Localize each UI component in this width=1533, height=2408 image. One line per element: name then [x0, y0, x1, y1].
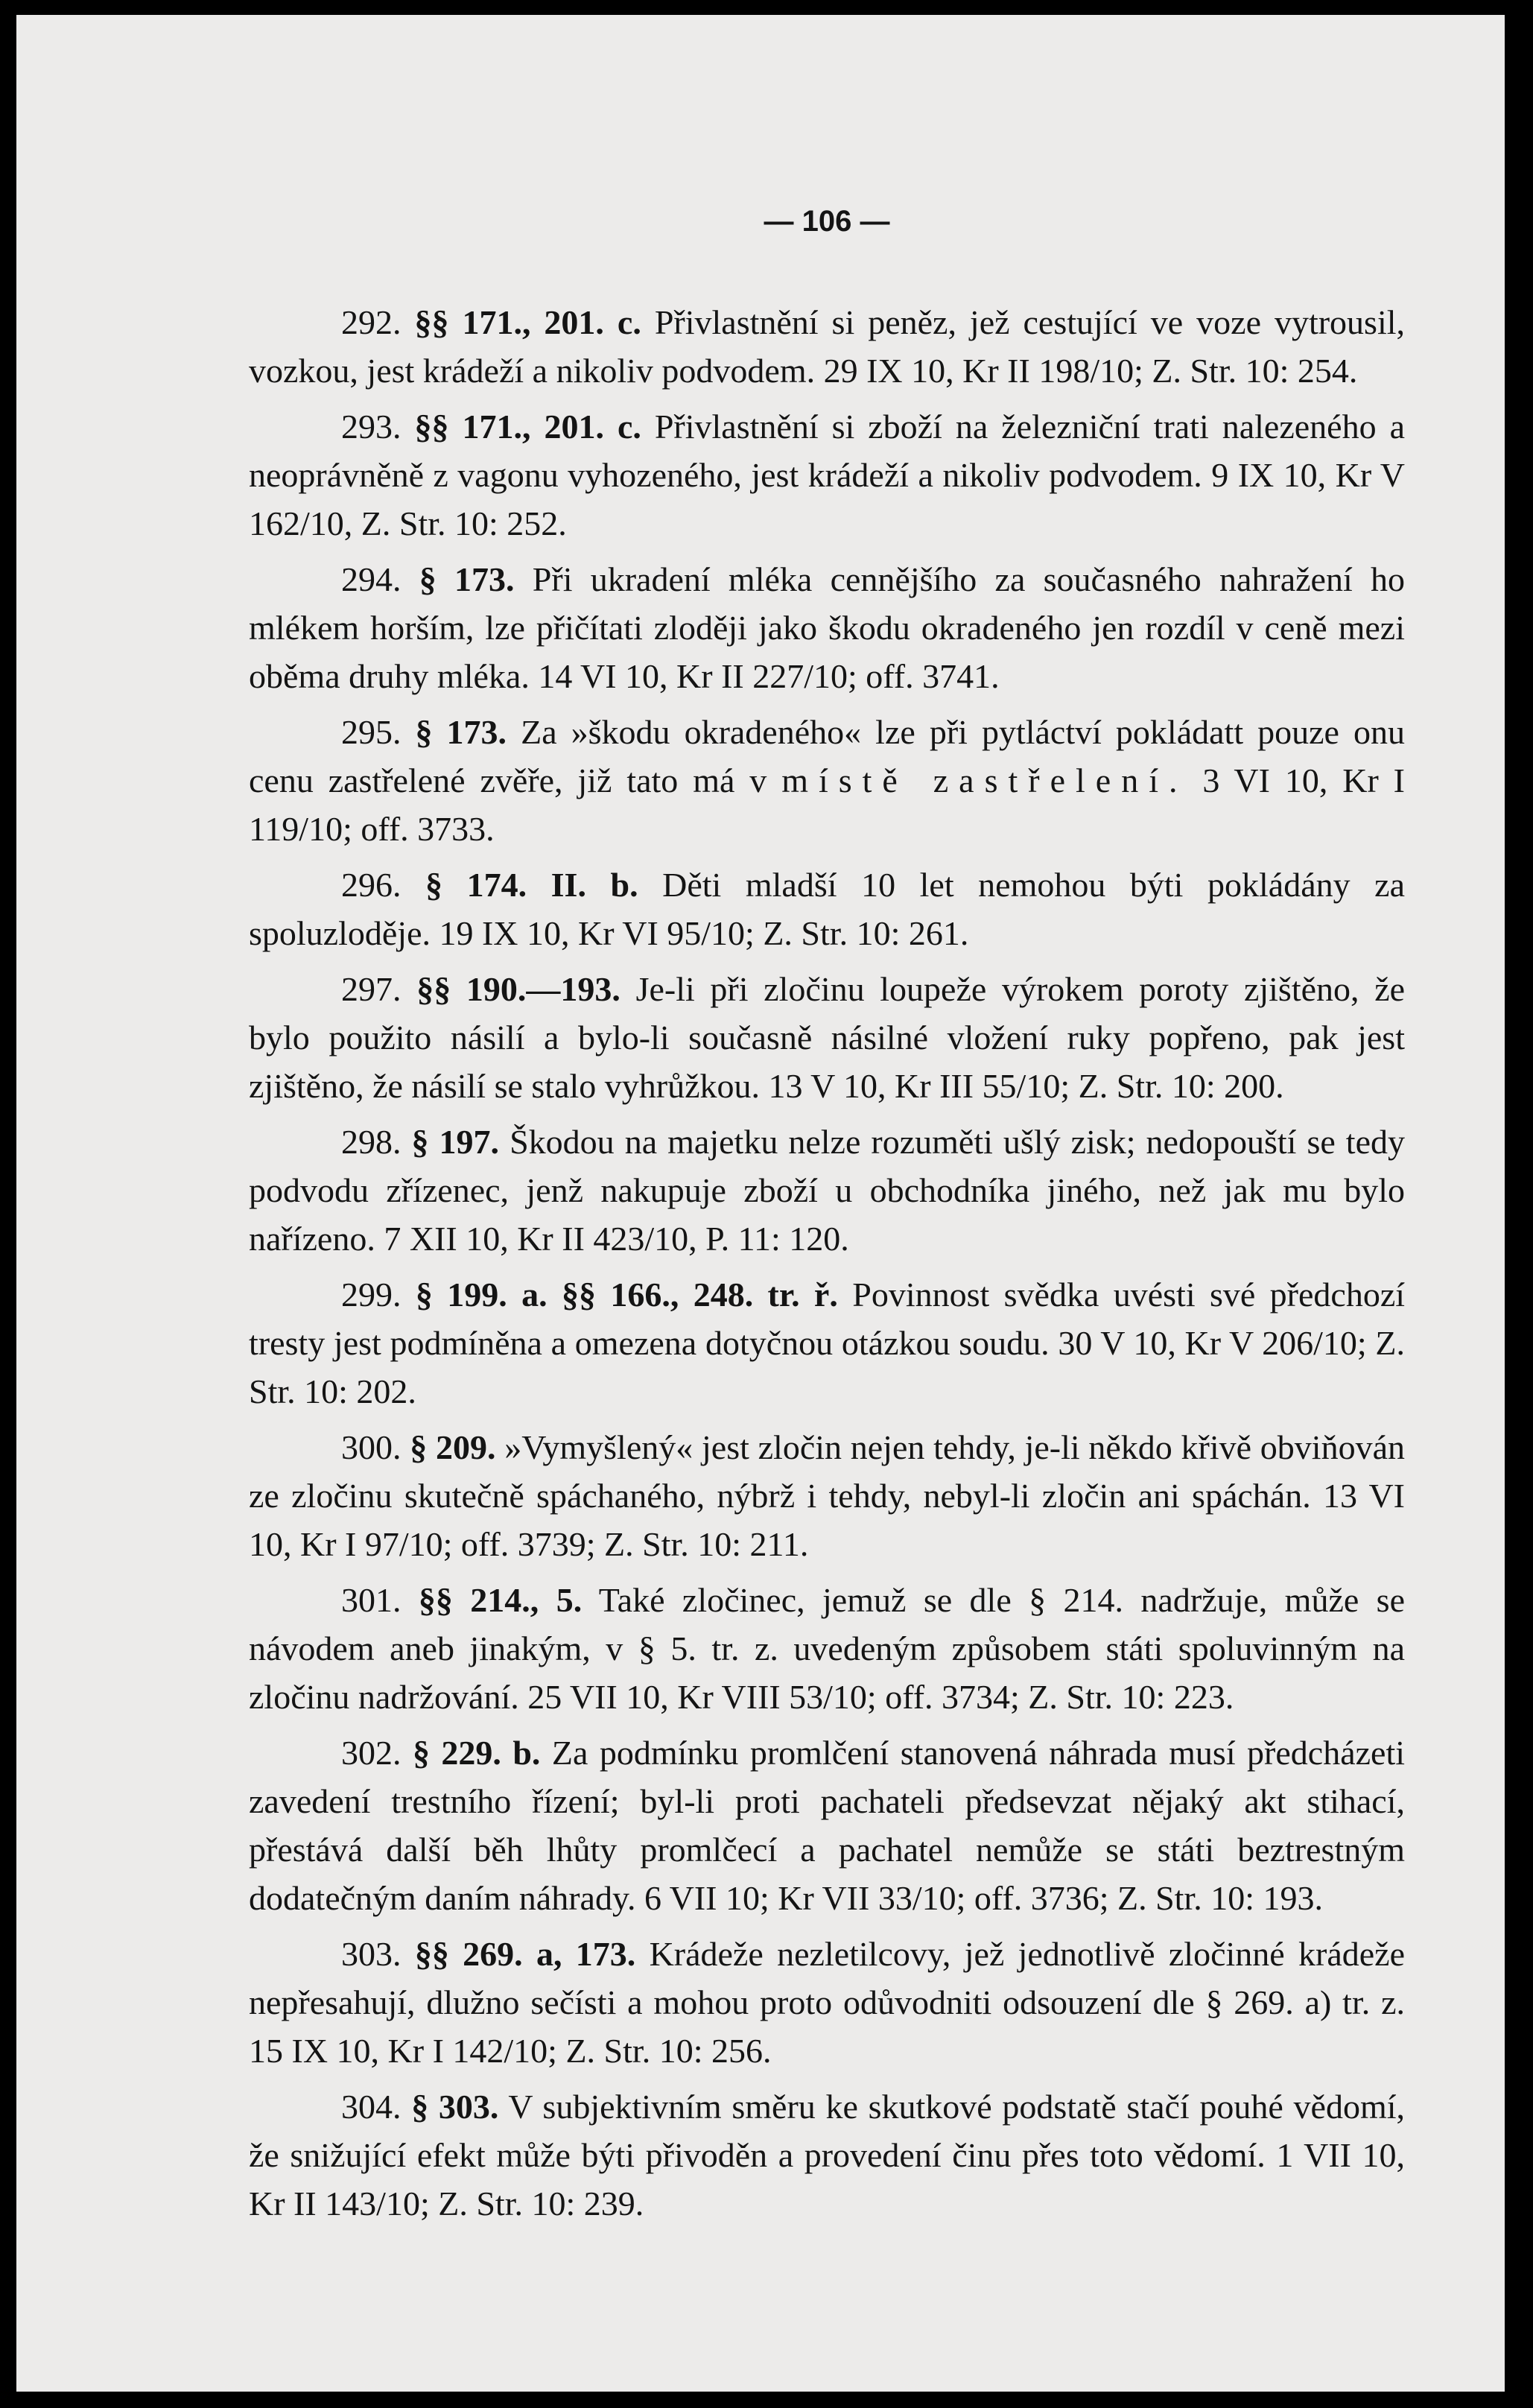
entry-text: Je-li při zločinu loupeže výrokem poroty zjištěno, že bylo použito násilí a bylo-li současně násilné vložení ruky popřeno, pak jest zjištěno, že násilí se stalo vyhrůžkou. 13 V 10, Kr III 55/10; Z. Str. 10: 200.	[249, 970, 1406, 1105]
entry-292	[249, 298, 1405, 395]
entry-number: 302.	[341, 1734, 402, 1772]
entry-303	[249, 1930, 1405, 2075]
entry-text: Povinnost svědka uvésti své předchozí tresty jest podmíněna a omezena dotyčnou otázkou soudu. 30 V 10, Kr V 206/10; Z. Str. 10: 202.	[249, 1276, 1406, 1410]
entry-297	[249, 965, 1405, 1110]
entry-reference: § 229. b.	[412, 1734, 541, 1772]
book-page	[16, 15, 1505, 2392]
entry-number: 298.	[341, 1123, 402, 1161]
entry-number: 299.	[341, 1276, 402, 1314]
entry-number: 292.	[341, 303, 402, 341]
entry-number: 297.	[341, 970, 402, 1008]
entry-text: Za »škodu okradeného« lze při pytláctví pokládatt pouze onu cenu zastřelené zvěře, již tato má v	[249, 713, 1405, 799]
entry-reference: § 173.	[419, 560, 515, 598]
entry-reference: §§ 171., 201. c.	[414, 303, 641, 341]
entry-text: Při ukradení mléka cennějšího za současného nahražení ho mlékem horším, lze přičítati zloději jako škodu okradeného jen rozdíl v ceně mezi oběma druhy mléka. 14 VI 10, Kr II 227/10; off. 3741.	[249, 560, 1405, 695]
entries-list	[249, 298, 1405, 2235]
entry-text: »Vymyšlený« jest zločin nejen tehdy, je-li někdo křivě obviňován ze zločinu skutečně spáchaného, nýbrž i tehdy, nebyl-li zločin ani spáchán. 13 VI 10, Kr I 97/10; off. 3739; Z. Str. 10: 211.	[249, 1428, 1406, 1563]
entry-294	[249, 555, 1405, 700]
entry-number: 303.	[341, 1935, 402, 1973]
entry-293	[249, 402, 1405, 548]
entry-302	[249, 1729, 1405, 1922]
entry-number: 295.	[341, 713, 402, 751]
entry-296	[249, 861, 1405, 957]
entry-reference: § 303.	[411, 2088, 499, 2126]
entry-text-emphasis: místě zastřelení.	[781, 761, 1188, 799]
entry-301	[249, 1576, 1405, 1721]
entry-reference: §§ 214., 5.	[418, 1581, 583, 1619]
entry-number: 301.	[341, 1581, 402, 1619]
entry-reference: §§ 269. a, 173.	[414, 1935, 636, 1973]
entry-reference: § 197.	[411, 1123, 500, 1161]
entry-text: Také zločinec, jemuž se dle § 214. nadržuje, může se návodem aneb jinakým, v § 5. tr. z. uvedeným způsobem státi spoluvinným na zločinu nadržování. 25 VII 10, Kr VIII 53/10; off. 3734; Z. Str. 10: 223.	[249, 1581, 1406, 1716]
entry-reference: § 174. II. b.	[425, 866, 638, 904]
entry-number: 300.	[341, 1428, 402, 1466]
entry-304	[249, 2082, 1405, 2228]
page-number: — 106 —	[764, 205, 890, 238]
entry-text: Přivlastnění si peněz, jež cestující ve voze vytrousil, vozkou, jest krádeží a nikoliv podvodem. 29 IX 10, Kr II 198/10; Z. Str. 10: 254.	[249, 303, 1406, 390]
entry-text-tail: 3 VI 10, Kr I 119/10; off. 3733.	[249, 761, 1405, 848]
entry-298	[249, 1118, 1405, 1263]
entry-text: V subjektivním směru ke skutkové podstatě stačí pouhé vědomí, že snižující efekt může býti přivoděn a provedení činu přes toto vědomí. 1 VII 10, Kr II 143/10; Z. Str. 10: 239.	[249, 2088, 1406, 2222]
entry-299	[249, 1270, 1405, 1416]
entry-number: 304.	[341, 2088, 402, 2126]
entry-reference: § 199. a. §§ 166., 248. tr. ř.	[415, 1276, 838, 1314]
entry-reference: § 173.	[415, 713, 507, 751]
entry-text: Děti mladší 10 let nemohou býti pokládány za spoluzloděje. 19 IX 10, Kr VI 95/10; Z. Str. 10: 261.	[249, 866, 1405, 952]
entry-number: 296.	[341, 866, 402, 904]
entry-number: 293.	[341, 408, 402, 446]
entry-reference: § 209.	[410, 1428, 496, 1466]
entry-reference: §§ 171., 201. c.	[414, 408, 641, 446]
entry-300	[249, 1423, 1405, 1568]
entry-295	[249, 708, 1405, 853]
entry-text: Škodou na majetku nelze rozuměti ušlý zisk; nedopouští se tedy podvodu zřízenec, jenž nakupuje zboží u obchodníka jiného, než jak mu bylo nařízeno. 7 XII 10, Kr II 423/10, P. 11: 120.	[249, 1123, 1406, 1258]
entry-number: 294.	[341, 560, 402, 598]
entry-text: Krádeže nezletilcovy, jež jednotlivě zločinné krádeže nepřesahují, dlužno sečísti a mohou proto odůvodniti odsouzení dle § 269. a) tr. z. 15 IX 10, Kr I 142/10; Z. Str. 10: 256.	[249, 1935, 1405, 2070]
entry-reference: §§ 190.—193.	[416, 970, 620, 1008]
entry-text: Přivlastnění si zboží na železniční trati nalezeného a neoprávněně z vagonu vyhozeného, jest krádeží a nikoliv podvodem. 9 IX 10, Kr V 162/10, Z. Str. 10: 252.	[249, 408, 1405, 542]
entry-text: Za podmínku promlčení stanovená náhrada musí předcházeti zavedení trestního řízení; byl-li proti pachateli předsevzat nějaký akt stihací, přestává další běh lhůty promlčecí a pachatel nemůže se státi beztrestným dodatečným daním náhrady. 6 VII 10; Kr VII 33/10; off. 3736; Z. Str. 10: 193.	[249, 1734, 1406, 1917]
